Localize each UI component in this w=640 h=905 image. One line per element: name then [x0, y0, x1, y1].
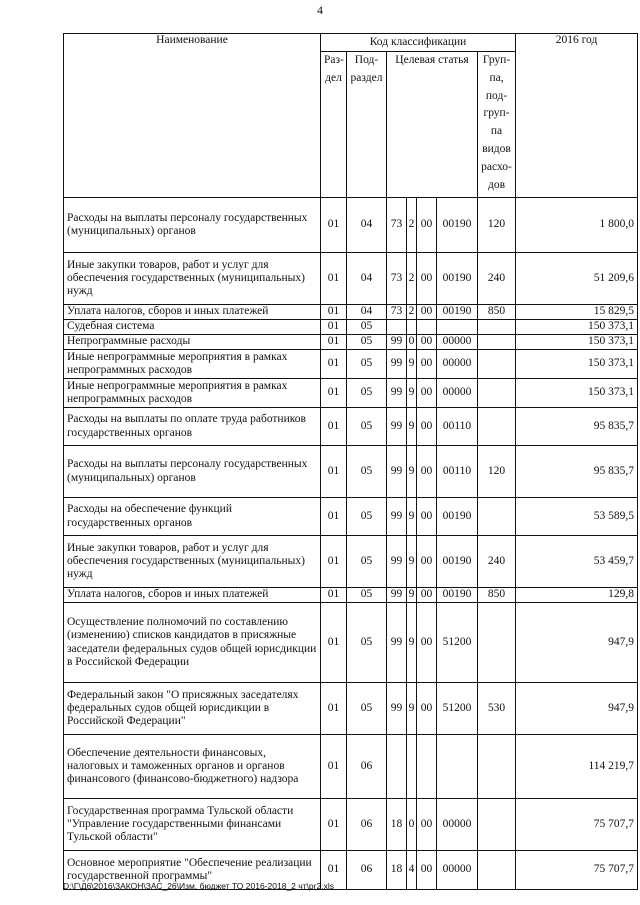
row-podrazdel: 05	[347, 498, 387, 536]
table-row	[64, 379, 638, 408]
row-name: Осуществление полномочий по составлению (изменению) списков кандидатов в присяжные заседатели федеральных судов общей юрисдикции в Российской Федерации	[64, 603, 321, 683]
row-expense-type: 240	[478, 253, 516, 305]
table-row	[64, 305, 638, 320]
row-target-program: 99	[387, 498, 407, 536]
row-target-event: 00	[417, 253, 437, 305]
row-target-program: 73	[387, 253, 407, 305]
row-target-program: 99	[387, 536, 407, 588]
row-target-program: 73	[387, 305, 407, 320]
row-expense-type: 120	[478, 446, 516, 498]
budget-table	[63, 33, 638, 890]
row-target-direction: 00110	[437, 446, 478, 498]
row-amount: 150 373,1	[516, 350, 638, 379]
row-target-event: 00	[417, 446, 437, 498]
row-expense-type	[478, 408, 516, 446]
row-amount: 150 373,1	[516, 320, 638, 335]
row-podrazdel: 05	[347, 446, 387, 498]
row-expense-type: 120	[478, 198, 516, 253]
row-target-event: 00	[417, 588, 437, 603]
row-amount: 1 800,0	[516, 198, 638, 253]
table-row	[64, 253, 638, 305]
row-amount: 75 707,7	[516, 851, 638, 890]
table-row	[64, 446, 638, 498]
row-podrazdel: 05	[347, 350, 387, 379]
row-target-direction: 00190	[437, 588, 478, 603]
row-name: Непрограммные расходы	[64, 335, 321, 350]
row-target-subprogram: 2	[407, 198, 417, 253]
row-expense-type	[478, 379, 516, 408]
table-row	[64, 588, 638, 603]
row-target-program: 99	[387, 335, 407, 350]
row-amount: 51 209,6	[516, 253, 638, 305]
row-podrazdel: 05	[347, 320, 387, 335]
table-row	[64, 536, 638, 588]
row-target-subprogram: 9	[407, 536, 417, 588]
row-target-program: 73	[387, 198, 407, 253]
header-name: Наименование	[64, 34, 321, 198]
row-podrazdel: 05	[347, 536, 387, 588]
row-target-subprogram: 9	[407, 350, 417, 379]
row-name: Судебная система	[64, 320, 321, 335]
row-expense-type	[478, 498, 516, 536]
row-target-direction	[437, 735, 478, 799]
table-row	[64, 498, 638, 536]
row-razdel: 01	[321, 198, 347, 253]
table-row	[64, 198, 638, 253]
row-podrazdel: 06	[347, 735, 387, 799]
row-target-direction: 00000	[437, 851, 478, 890]
row-target-subprogram: 9	[407, 498, 417, 536]
table-row	[64, 799, 638, 851]
header-target: Целевая статья	[387, 52, 478, 198]
row-podrazdel: 06	[347, 851, 387, 890]
row-name: Расходы на выплаты по оплате труда работников государственных органов	[64, 408, 321, 446]
row-target-event	[417, 735, 437, 799]
row-target-direction: 00000	[437, 350, 478, 379]
row-amount: 53 459,7	[516, 536, 638, 588]
header-podrazdel: Под-раздел	[347, 52, 387, 198]
row-target-subprogram: 9	[407, 683, 417, 735]
row-target-direction: 00190	[437, 498, 478, 536]
row-target-event: 00	[417, 799, 437, 851]
row-expense-type	[478, 851, 516, 890]
row-podrazdel: 04	[347, 198, 387, 253]
row-razdel: 01	[321, 253, 347, 305]
row-target-event: 00	[417, 335, 437, 350]
row-amount: 129,8	[516, 588, 638, 603]
row-podrazdel: 05	[347, 335, 387, 350]
row-target-direction: 00000	[437, 799, 478, 851]
table-row	[64, 350, 638, 379]
row-target-program	[387, 735, 407, 799]
row-razdel: 01	[321, 799, 347, 851]
row-target-direction: 00000	[437, 335, 478, 350]
row-expense-type	[478, 335, 516, 350]
row-target-program: 99	[387, 446, 407, 498]
row-target-event: 00	[417, 683, 437, 735]
row-target-subprogram: 4	[407, 851, 417, 890]
row-target-subprogram: 9	[407, 588, 417, 603]
row-target-subprogram	[407, 320, 417, 335]
row-amount: 15 829,5	[516, 305, 638, 320]
row-target-direction: 00190	[437, 253, 478, 305]
row-amount: 114 219,7	[516, 735, 638, 799]
row-target-event: 00	[417, 498, 437, 536]
row-target-event: 00	[417, 851, 437, 890]
row-expense-type: 850	[478, 305, 516, 320]
row-podrazdel: 06	[347, 799, 387, 851]
row-expense-type	[478, 350, 516, 379]
table-row	[64, 603, 638, 683]
row-razdel: 01	[321, 536, 347, 588]
row-amount: 947,9	[516, 683, 638, 735]
row-target-program: 99	[387, 603, 407, 683]
row-target-direction: 00190	[437, 198, 478, 253]
row-name: Федеральный закон "О присяжных заседателях федеральных судов общей юрисдикции в Российской Федерации"	[64, 683, 321, 735]
row-podrazdel: 05	[347, 408, 387, 446]
row-podrazdel: 05	[347, 379, 387, 408]
row-razdel: 01	[321, 446, 347, 498]
row-name: Расходы на выплаты персоналу государственных (муниципальных) органов	[64, 198, 321, 253]
row-target-direction: 00190	[437, 536, 478, 588]
row-razdel: 01	[321, 320, 347, 335]
row-target-event: 00	[417, 198, 437, 253]
row-name: Обеспечение деятельности финансовых, налоговых и таможенных органов и органов финансового (финансово-бюджетного) надзора	[64, 735, 321, 799]
footer-path: D:\Г\Д6\2016\ЗАКОН\ЗАС_26\Изм. бюджет ТО 2016-2018_2 чт\pr2.xls	[63, 881, 334, 891]
row-target-direction: 00000	[437, 379, 478, 408]
row-razdel: 01	[321, 379, 347, 408]
row-amount: 95 835,7	[516, 408, 638, 446]
row-target-event: 00	[417, 379, 437, 408]
row-razdel: 01	[321, 588, 347, 603]
table-body	[64, 198, 638, 890]
row-amount: 947,9	[516, 603, 638, 683]
row-target-program: 18	[387, 799, 407, 851]
row-target-event: 00	[417, 305, 437, 320]
row-expense-type	[478, 799, 516, 851]
page-number: 4	[317, 3, 323, 17]
row-target-direction: 51200	[437, 603, 478, 683]
row-expense-type	[478, 735, 516, 799]
row-razdel: 01	[321, 498, 347, 536]
row-podrazdel: 05	[347, 603, 387, 683]
row-name: Государственная программа Тульской области "Управление государственными финансами Тульской области"	[64, 799, 321, 851]
table-row	[64, 335, 638, 350]
row-razdel: 01	[321, 305, 347, 320]
table-row	[64, 320, 638, 335]
row-target-subprogram	[407, 735, 417, 799]
row-razdel: 01	[321, 350, 347, 379]
row-target-event: 00	[417, 350, 437, 379]
row-target-subprogram: 9	[407, 408, 417, 446]
header-year: 2016 год	[516, 34, 638, 198]
row-target-subprogram: 9	[407, 379, 417, 408]
row-target-program: 99	[387, 350, 407, 379]
row-amount: 53 589,5	[516, 498, 638, 536]
header-vid: Груп-па, под-груп-па видов расхо-дов	[478, 52, 516, 198]
row-target-subprogram: 9	[407, 603, 417, 683]
row-name: Уплата налогов, сборов и иных платежей	[64, 305, 321, 320]
row-name: Расходы на выплаты персоналу государственных (муниципальных) органов	[64, 446, 321, 498]
row-expense-type: 850	[478, 588, 516, 603]
row-target-direction: 51200	[437, 683, 478, 735]
row-target-event: 00	[417, 603, 437, 683]
row-name: Иные закупки товаров, работ и услуг для обеспечения государственных (муниципальных) нужд	[64, 536, 321, 588]
row-podrazdel: 04	[347, 305, 387, 320]
row-target-direction: 00190	[437, 305, 478, 320]
row-amount: 75 707,7	[516, 799, 638, 851]
row-name: Иные непрограммные мероприятия в рамках непрограммных расходов	[64, 379, 321, 408]
row-target-program	[387, 320, 407, 335]
row-target-subprogram: 2	[407, 253, 417, 305]
header-code-group: Код классификации	[321, 34, 516, 52]
row-expense-type: 240	[478, 536, 516, 588]
row-expense-type	[478, 320, 516, 335]
row-expense-type: 530	[478, 683, 516, 735]
header-razdel: Раз-дел	[321, 52, 347, 198]
row-target-program: 99	[387, 588, 407, 603]
row-razdel: 01	[321, 735, 347, 799]
row-amount: 150 373,1	[516, 379, 638, 408]
row-target-event	[417, 320, 437, 335]
row-name: Расходы на обеспечение функций государственных органов	[64, 498, 321, 536]
row-name: Иные непрограммные мероприятия в рамках непрограммных расходов	[64, 350, 321, 379]
row-razdel: 01	[321, 408, 347, 446]
row-razdel: 01	[321, 603, 347, 683]
row-target-program: 99	[387, 683, 407, 735]
row-expense-type	[478, 603, 516, 683]
row-name: Иные закупки товаров, работ и услуг для обеспечения государственных (муниципальных) нужд	[64, 253, 321, 305]
row-target-subprogram: 0	[407, 799, 417, 851]
row-amount: 95 835,7	[516, 446, 638, 498]
row-target-subprogram: 0	[407, 335, 417, 350]
row-podrazdel: 04	[347, 253, 387, 305]
row-target-direction	[437, 320, 478, 335]
row-name: Уплата налогов, сборов и иных платежей	[64, 588, 321, 603]
row-target-direction: 00110	[437, 408, 478, 446]
row-target-program: 99	[387, 408, 407, 446]
row-razdel: 01	[321, 335, 347, 350]
table-row	[64, 408, 638, 446]
row-target-event: 00	[417, 408, 437, 446]
row-podrazdel: 05	[347, 588, 387, 603]
row-razdel: 01	[321, 683, 347, 735]
table-row	[64, 735, 638, 799]
table-row	[64, 683, 638, 735]
row-name: Основное мероприятие "Обеспечение реализации государственной программы"	[64, 851, 321, 890]
row-podrazdel: 05	[347, 683, 387, 735]
row-amount: 150 373,1	[516, 335, 638, 350]
row-target-program: 18	[387, 851, 407, 890]
row-target-event: 00	[417, 536, 437, 588]
table-header	[64, 34, 638, 198]
row-target-program: 99	[387, 379, 407, 408]
row-target-subprogram: 2	[407, 305, 417, 320]
row-razdel: 01	[321, 851, 347, 890]
row-target-subprogram: 9	[407, 446, 417, 498]
